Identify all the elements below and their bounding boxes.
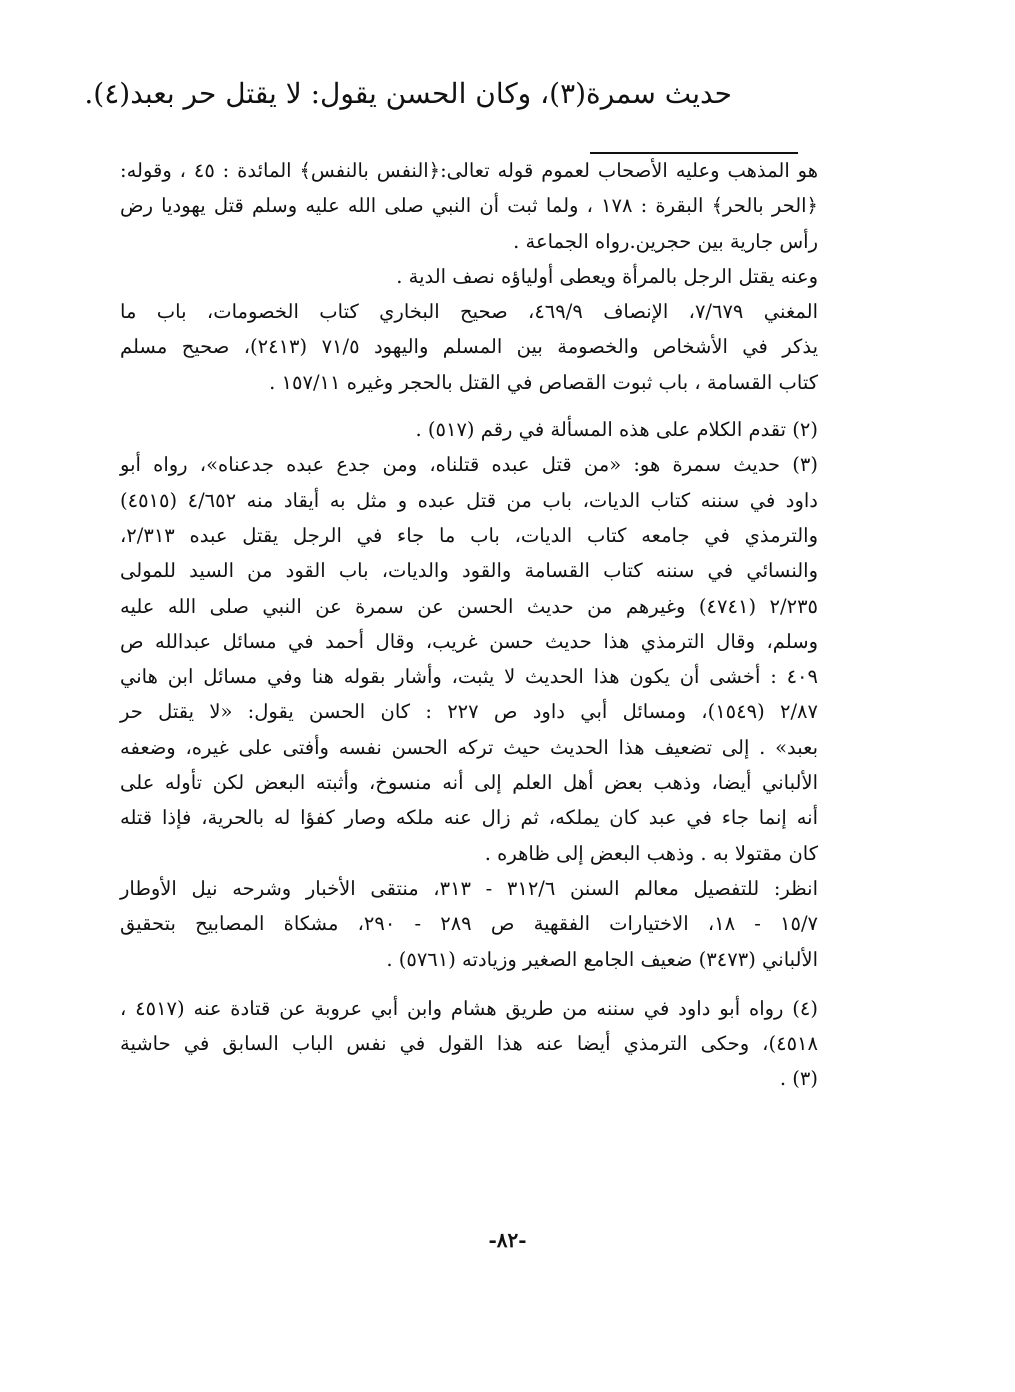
footnote-line: المغني ٧/٦٧٩، الإنصاف ٤٦٩/٩، صحيح البخاري كتاب الخصومات، باب ما: [120, 300, 818, 324]
footnote-line: (٣) .: [779, 1067, 818, 1091]
footnote-1: [120, 153, 818, 400]
footnote-line: بعبد» . إلى تضعيف هذا الحديث حيث تركه الحسن نفسه وأفتى على غيره، وضعفه: [120, 735, 818, 759]
footnote-3: [120, 447, 818, 976]
footnote-line: ١٥/٧ - ١٨، الاختيارات الفقهية ص ٢٨٩ - ٢٩٠، مشكاة المصابيح بتحقيق: [120, 912, 819, 936]
footnote-line: انظر: للتفصيل معالم السنن ٣١٢/٦ - ٣١٣، منتقى الأخبار وشرحه نيل الأوطار: [120, 876, 818, 900]
footnote-line: (٤) رواه أبو داود في سننه من طريق هشام وابن أبي عروبة عن قتادة عنه (٤٥١٧ ،: [120, 996, 818, 1020]
footnote-line: والنسائي في سننه كتاب القسامة والقود والديات، باب القود من السيد للمولى: [120, 559, 818, 583]
footnote-line: الألباني أيضا، وذهب بعض أهل العلم إلى أنه منسوخ، وأثبته البعض لكن تأوله على: [120, 771, 818, 795]
footnote-line: وعنه يقتل الرجل بالمرأة ويعطى أولياؤه نصف الدية .: [396, 264, 818, 288]
spacer: [120, 977, 818, 991]
footnote-line: هو المذهب وعليه الأصحاب لعموم قوله تعالى:﴿النفس بالنفس﴾ المائدة : ٤٥ ، وقوله:: [120, 159, 818, 182]
footnote-line: الألباني (٣٤٧٣) ضعيف الجامع الصغير وزيادته (٥٧٦١) .: [386, 947, 818, 971]
footnote-4: [120, 991, 818, 1097]
footnote-line: (٢) تقدم الكلام على هذه المسألة في رقم (٥١٧) .: [415, 418, 818, 442]
footnote-line: وسلم، وقال الترمذي هذا حديث حسن غريب، وقال أحمد في مسائل عبدالله ص: [120, 629, 818, 653]
footnote-line: كان مقتولا به . وذهب البعض إلى ظاهره .: [484, 841, 818, 865]
footnote-line: والترمذي في جامعه كتاب الديات، باب ما جاء في الرجل يقتل عبده ٢/٣١٣،: [120, 523, 818, 547]
page-number: -٨٢-: [488, 1228, 527, 1252]
footnote-line: ٤٥١٨)، وحكى الترمذي أيضا عنه هذا القول في نفس الباب السابق في حاشية: [120, 1032, 818, 1056]
footnote-line: ﴿الحر بالحر﴾ البقرة : ١٧٨ ، ولما ثبت أن النبي صلى الله عليه وسلم قتل يهوديا رض: [120, 194, 818, 218]
footnote-line: داود في سننه كتاب الديات، باب من قتل عبده و مثل به أيقاد منه ٤/٦٥٢ (٤٥١٥): [120, 488, 818, 512]
footnote-2: [120, 412, 818, 447]
footnote-line: كتاب القسامة ، باب ثبوت القصاص في القتل بالحجر وغيره ١٥٧/١١ .: [269, 370, 818, 394]
main-text-line: حديث سمرة(٣)، وكان الحسن يقول: لا يقتل حر بعبد(٤).: [84, 77, 732, 110]
footnotes-section: [120, 153, 818, 1097]
footnote-line: ٤٠٩ : أخشى أن يكون هذا الحديث لا يثبت، وأشار بقوله هنا وفي مسائل ابن هاني: [120, 665, 818, 689]
footnote-line: ٢/٨٧ (١٥٤٩)، ومسائل أبي داود ص ٢٢٧ : كان الحسن يقول: «لا يقتل حر: [120, 700, 818, 724]
spacer: [120, 400, 818, 412]
footnote-line: ٢/٢٣٥ (٤٧٤١) وغيرهم من حديث الحسن عن سمرة عن النبي صلى الله عليه: [120, 594, 819, 618]
footnote-line: رأس جارية بين حجرين.رواه الجماعة .: [513, 229, 818, 253]
footnote-line: يذكر في الأشخاص والخصومة بين المسلم واليهود ٧١/٥ (٢٤١٣)، صحيح مسلم: [120, 335, 818, 359]
footnote-line: (٣) حديث سمرة هو: «من قتل عبده قتلناه، ومن جدع عبده جدعناه»، رواه أبو: [120, 453, 818, 477]
footnote-line: أنه إنما جاء في عبد كان يملكه، ثم زال عنه ملكه وصار كفؤا له بالحرية، فإذا قتله: [120, 806, 818, 830]
